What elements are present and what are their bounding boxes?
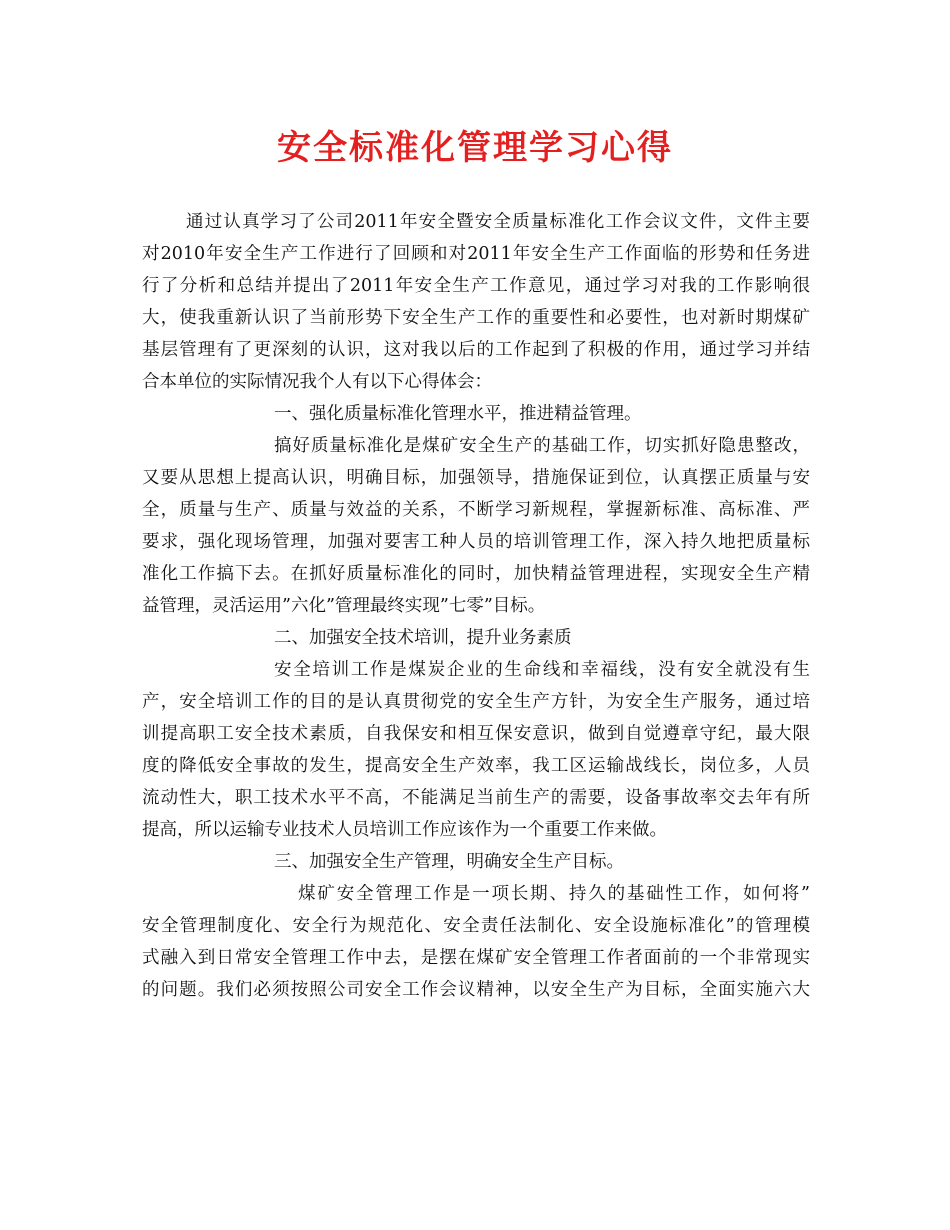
paragraph-line: 通过认真学习了公司2011年安全暨安全质量标准化工作会议文件，文件主要: [186, 212, 810, 232]
paragraph-line: 度的降低安全事故的发生，提高安全生产效率，我工区运输战线长，岗位多，人员: [142, 756, 810, 776]
paragraph-line: 流动性大，职工技术水平不高，不能满足当前生产的需要，设备事故率交去年有所: [142, 788, 810, 808]
paragraph-line: 又要从思想上提高认识，明确目标，加强领导，措施保证到位，认真摆正质量与安: [142, 468, 810, 488]
paragraph-line: 行了分析和总结并提出了2011年安全生产工作意见，通过学习对我的工作影响很: [142, 276, 810, 296]
paragraph-line: 训提高职工安全技术素质，自我保安和相互保安意识，做到自觉遵章守纪，最大限: [142, 724, 810, 744]
section-heading: 三、加强安全生产管理，明确安全生产目标。: [274, 852, 624, 872]
paragraph-line: 产，安全培训工作的目的是认真贯彻党的安全生产方针，为安全生产服务，通过培: [142, 692, 810, 712]
paragraph-line: 益管理，灵活运用”六化”管理最终实现”七零”目标。: [142, 596, 546, 616]
paragraph-line: 大，使我重新认识了当前形势下安全生产工作的重要性和必要性，也对新时期煤矿: [142, 308, 810, 328]
section-heading: 一、强化质量标准化管理水平，推进精益管理。: [274, 404, 642, 424]
paragraph-line: 搞好质量标准化是煤矿安全生产的基础工作，切实抓好隐患整改，: [274, 436, 810, 456]
paragraph-line: 合本单位的实际情况我个人有以下心得体会：: [142, 372, 492, 392]
paragraph-line: 安全培训工作是煤炭企业的生命线和幸福线，没有安全就没有生: [274, 660, 810, 680]
paragraph-line: 煤矿安全管理工作是一项长期、持久的基础性工作，如何将”: [298, 884, 810, 904]
paragraph-line: 的问题。我们必须按照公司安全工作会议精神，以安全生产为目标，全面实施六大: [142, 980, 810, 1000]
paragraph-line: 全，质量与生产、质量与效益的关系，不断学习新规程，掌握新标准、高标准、严: [142, 500, 810, 520]
paragraph-line: 安全管理制度化、安全行为规范化、安全责任法制化、安全设施标准化”的管理模: [142, 916, 810, 936]
section-heading: 二、加强安全技术培训，提升业务素质: [274, 628, 572, 648]
paragraph-line: 提高，所以运输专业技术人员培训工作应该作为一个重要工作来做。: [142, 820, 667, 840]
paragraph-line: 基层管理有了更深刻的认识，这对我以后的工作起到了积极的作用，通过学习并结: [142, 340, 810, 360]
paragraph-line: 式融入到日常安全管理工作中去，是摆在煤矿安全管理工作者面前的一个非常现实: [142, 948, 810, 968]
document-body: [142, 206, 810, 1006]
paragraph-line: 准化工作搞下去。在抓好质量标准化的同时，加快精益管理进程，实现安全生产精: [142, 564, 810, 584]
paragraph-line: 要求，强化现场管理，加强对要害工种人员的培训管理工作，深入持久地把质量标: [142, 532, 810, 552]
page-title: 安全标准化管理学习心得: [277, 128, 673, 168]
paragraph-line: 对2010年安全生产工作进行了回顾和对2011年安全生产工作面临的形势和任务进: [142, 244, 810, 264]
